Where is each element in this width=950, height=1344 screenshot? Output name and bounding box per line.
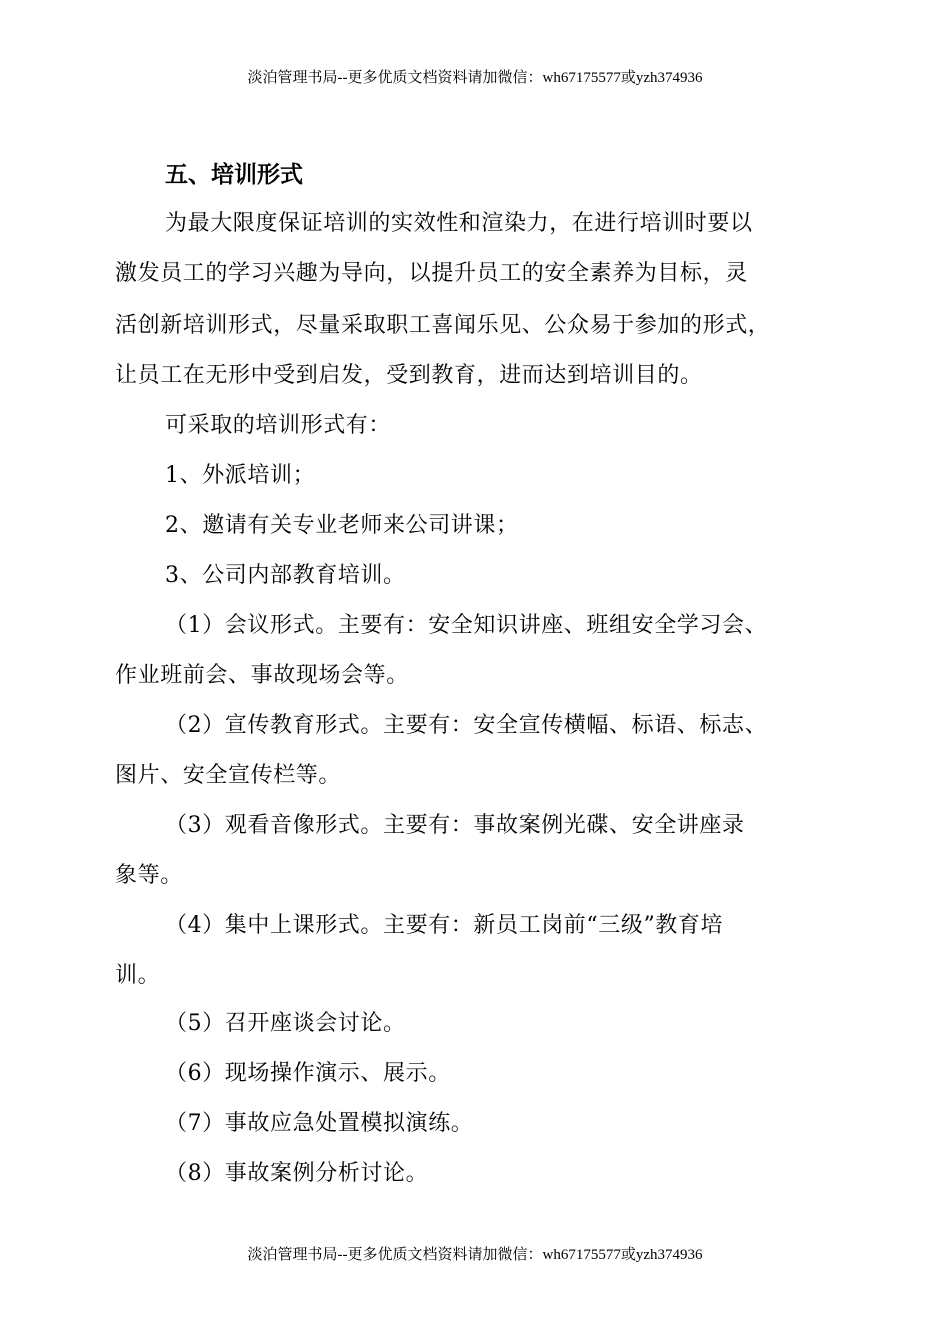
sub-item-line: （7）事故应急处置模拟演练。 bbox=[165, 1111, 474, 1136]
list-item: 1、外派培训； bbox=[165, 463, 316, 488]
sub-item-continuation: 象等。 bbox=[115, 863, 183, 888]
sub-item-continuation: 作业班前会、事故现场会等。 bbox=[115, 663, 409, 688]
sub-item-line: （1）会议形式。主要有：安全知识讲座、班组安全学习会、 bbox=[165, 613, 768, 638]
list-item: 2、邀请有关专业老师来公司讲课； bbox=[165, 513, 519, 538]
intro-line: 让员工在无形中受到启发，受到教育，进而达到培训目的。 bbox=[115, 363, 703, 388]
section-title: 五、培训形式 bbox=[165, 162, 303, 188]
page-footer: 淡泊管理书局--更多优质文档资料请加微信：wh67175577或yzh374936 bbox=[247, 1247, 703, 1263]
sub-item-line: （3）观看音像形式。主要有：事故案例光碟、安全讲座录 bbox=[165, 813, 745, 838]
sub-item-continuation: 训。 bbox=[115, 963, 161, 988]
sub-item-line: （5）召开座谈会讨论。 bbox=[165, 1011, 406, 1036]
page-header: 淡泊管理书局--更多优质文档资料请加微信：wh67175577或yzh374936 bbox=[247, 70, 703, 86]
list-item: 3、公司内部教育培训。 bbox=[165, 563, 406, 588]
sub-item-line: （6）现场操作演示、展示。 bbox=[165, 1061, 451, 1086]
sub-item-line: （8）事故案例分析讨论。 bbox=[165, 1161, 429, 1186]
intro-line: 为最大限度保证培训的实效性和渲染力，在进行培训时要以 bbox=[165, 211, 753, 236]
intro-line: 激发员工的学习兴趣为导向，以提升员工的安全素养为目标，灵 bbox=[115, 261, 748, 286]
intro-line: 活创新培训形式，尽量采取职工喜闻乐见、公众易于参加的形式， bbox=[115, 313, 771, 338]
lead-text: 可采取的培训形式有： bbox=[165, 413, 392, 438]
sub-item-line: （4）集中上课形式。主要有：新员工岗前“三级”教育培 bbox=[165, 913, 724, 938]
sub-item-continuation: 图片、安全宣传栏等。 bbox=[115, 763, 342, 788]
sub-item-line: （2）宣传教育形式。主要有：安全宣传横幅、标语、标志、 bbox=[165, 713, 768, 738]
